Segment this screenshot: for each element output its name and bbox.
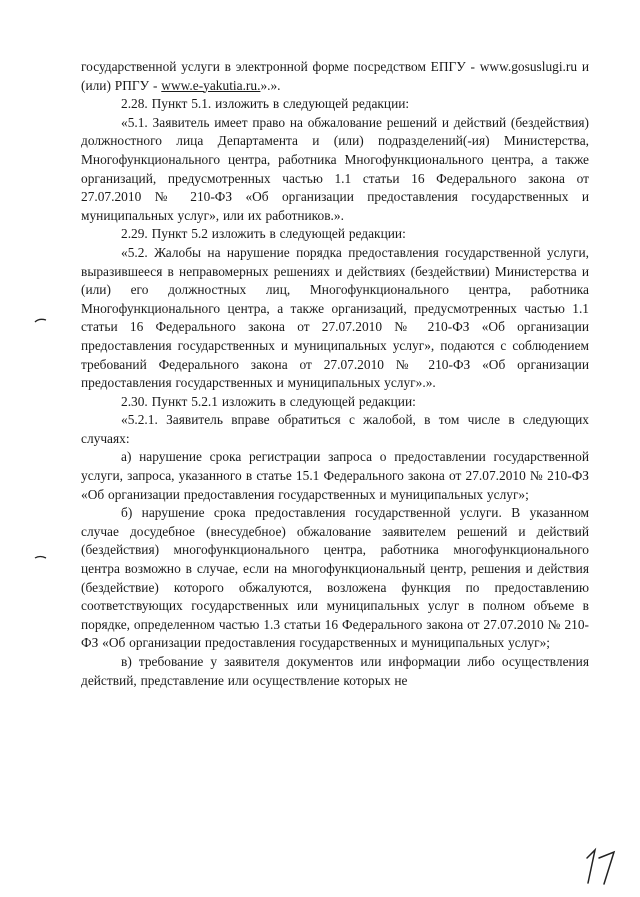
paragraph: «5.2. Жалобы на нарушение порядка предоставления государственной услуги, выразившееся в неправомерных решениях и действиях (бездействии) Министерства и (или) его должностных лиц, Многофункционального центра, работника Многофункционального центра, а также организаций, предусмотренных частью 1.1 статьи 16 Федерального закона от 27.07.2010 № 210-ФЗ «Об организации предоставления государственных и муниципальных услуг», подаются с соблюдением требований Федерального закона от 27.07.2010 № 210-ФЗ «Об организации предоставления государственных и муниципальных услуг».».: [81, 244, 589, 391]
paragraph: в) требование у заявителя документов или информации либо осуществления действий, представление или осуществление которых не: [81, 654, 589, 688]
paragraph-text: ».».: [260, 77, 281, 93]
document-body: [81, 58, 589, 690]
website-link[interactable]: www.e-yakutia.ru.: [161, 77, 261, 93]
handwritten-page-number: [584, 846, 620, 886]
paragraph: «5.2.1. Заявитель вправе обратиться с жалобой, в том числе в следующих случаях:: [81, 412, 589, 446]
paragraph: б) нарушение срока предоставления государственной услуги. В указанном случае досудебное (внесудебное) обжалование заявителем решений и действий (бездействия) многофункционального центра, работника многофункционального центра возможно в случае, если на многофункциональный центр, решения и действия (бездействие) которого обжалуются, возложена функция по предоставлению соответствующих государственных или муниципальных услуг в полном объеме в порядке, определенном частью 1.3 статьи 16 Федерального закона от 27.07.2010 № 210-ФЗ «Об организации предоставления государственных и муниципальных услуг»;: [81, 505, 589, 651]
paragraph: 2.30. Пункт 5.2.1 изложить в следующей редакции:: [121, 393, 416, 409]
paragraph: [81, 58, 589, 95]
margin-mark: [34, 318, 47, 324]
paragraph: 2.28. Пункт 5.1. изложить в следующей редакции:: [121, 96, 410, 112]
margin-mark: [34, 555, 47, 561]
paragraph-text: государственной услуги в электронной форме посредством ЕПГУ - www.gosuslugi.ru и (или) РПГУ -: [81, 59, 589, 93]
paragraph: «5.1. Заявитель имеет право на обжалование решений и действий (бездействия) должностного лица Департамента и (или) подразделений(-ия) Министерства, Многофункционального центра, работника Многофункционального центра, а также организаций, предусмотренных частью 1.1 статьи 16 Федерального закона от 27.07.2010 № 210-ФЗ «Об организации предоставления государственных и муниципальных услуг», или их работников.».: [81, 114, 589, 223]
paragraph: а) нарушение срока регистрации запроса о предоставлении государственной услуги, запроса, указанного в статье 15.1 Федерального закона от 27.07.2010 № 210-ФЗ «Об организации предоставления государственных и муниципальных услуг»;: [81, 449, 589, 502]
paragraph: 2.29. Пункт 5.2 изложить в следующей редакции:: [121, 226, 406, 242]
